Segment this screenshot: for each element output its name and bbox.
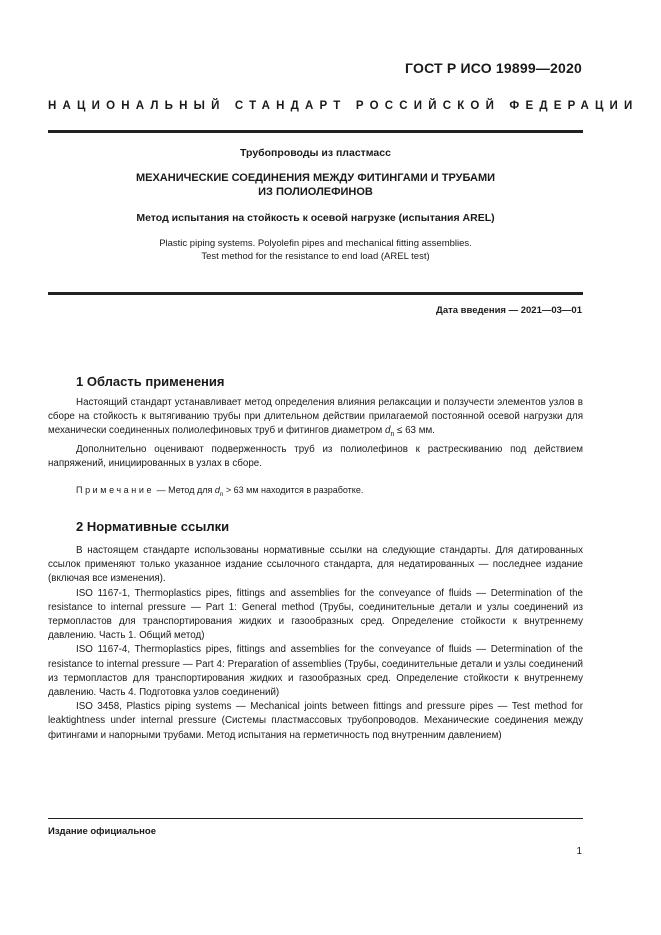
subject-title: Трубопроводы из пластмасс (240, 147, 391, 159)
section-1-paragraph-2: Дополнительно оценивают подверженность труб из полиолефинов к растрескиванию под действием напряжений, инициированных в узлах в сборе. (48, 443, 583, 469)
diameter-variable: d (384, 425, 391, 437)
note-text-2: > 63 мм находится в разработке. (223, 485, 364, 495)
page-number: 1 (576, 846, 582, 857)
english-title-line-1: Plastic piping systems. Polyolefin pipes and mechanical fitting assemblies. (159, 238, 472, 249)
introduction-date: Дата введения — 2021—03—01 (436, 305, 582, 316)
note (76, 485, 363, 498)
title-rule (48, 292, 583, 295)
section-1-paragraph-1 (48, 396, 583, 443)
english-title (48, 238, 583, 263)
note-variable: d (214, 485, 220, 495)
note-text-1: — Метод для (154, 485, 215, 495)
note-subscript: n (219, 490, 224, 498)
section-2-paragraph-1: В настоящем стандарте использованы нормативные ссылки на следующие стандарты. Для датированных ссылок применяют только указанное издание ссылочного стандарта, для недатированных — последнее издание (включая все изменения). (48, 545, 583, 585)
section-2-paragraph-3: ISO 1167-4, Thermoplastics pipes, fittings and assemblies for the conveyance of fluids — Determination of the resistance to internal pressure — Part 4: Preparation of assemblies (Трубы, соединительные детали и узлы соединений из термопластов для транспортирования жидких и газообразных сред. Определение стойкости к внутреннему давлению. Часть 4. Подготовка узлов соединений) (48, 644, 583, 699)
main-title (48, 171, 583, 199)
top-rule (48, 130, 583, 133)
section-1-p1-end: ≤ 63 мм. (394, 425, 435, 437)
gost-code: ГОСТ Р ИСО 19899—2020 (405, 60, 582, 76)
english-title-line-2: Test method for the resistance to end load (AREL test) (201, 250, 430, 262)
section-2-body (48, 544, 583, 743)
section-1-body (48, 396, 583, 471)
diameter-subscript: n (390, 431, 395, 439)
method-title: Метод испытания на стойкость к осевой нагрузке (испытания AREL) (136, 212, 495, 224)
main-title-line-1: МЕХАНИЧЕСКИЕ СОЕДИНЕНИЯ МЕЖДУ ФИТИНГАМИ И ТРУБАМИ (135, 172, 496, 184)
section-1-p1-text: Настоящий стандарт устанавливает метод определения влияния релаксации и ползучести элементов узлов в сборе на стойкость к вытягиванию трубы при длительном действии прилагаемой постоянной осевой нагрузки для механически соединенных полиолефиновых труб и фитингов диаметром (48, 397, 583, 437)
section-2-paragraph-2: ISO 1167-1, Thermoplastics pipes, fittings and assemblies for the conveyance of fluids — Determination of the resistance to internal pressure — Part 1: General method (Трубы, соединительные детали и узлы соединений из термопластов для транспортирования жидких и газообразных сред. Определение стойкости к внутреннему давлению. Часть 1. Общий метод) (48, 587, 583, 642)
section-1-heading: 1 Область применения (76, 374, 225, 389)
official-edition-label: Издание официальное (48, 826, 156, 837)
section-2-heading: 2 Нормативные ссылки (76, 519, 230, 534)
national-standard-banner: НАЦИОНАЛЬНЫЙ СТАНДАРТ РОССИЙСКОЙ ФЕДЕРАЦИИ (48, 100, 639, 112)
section-2-paragraph-4: ISO 3458, Plastics piping systems — Mechanical joints between fittings and pressure pipes — Test method for leaktightness under internal pressure (Системы пластмассовых трубопроводов. Механические соединения между фитингами и напорными трубами. Метод испытания на герметичность под внутренним давлением) (48, 701, 583, 741)
main-title-line-2: ИЗ ПОЛИОЛЕФИНОВ (258, 186, 373, 198)
note-label: Примечание (76, 485, 155, 495)
footer-rule (48, 818, 583, 819)
